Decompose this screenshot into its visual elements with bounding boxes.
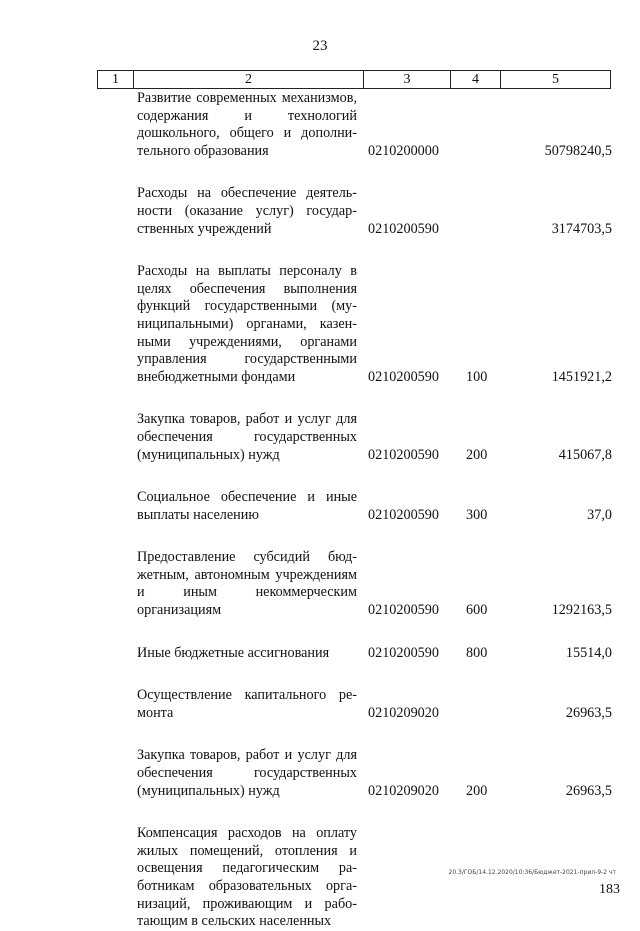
- row-code: 0210209020: [368, 782, 439, 799]
- row-amount: 50798240,5: [544, 142, 612, 159]
- table-row: [0, 825, 640, 931]
- row-code: 0210200000: [368, 142, 439, 159]
- row-name: Развитие современных механизмов, содержания и технологий дошкольного, общего и дополнительного образования: [137, 90, 357, 159]
- table-row: [0, 645, 640, 663]
- row-code: 0210200590: [368, 446, 439, 463]
- row-name: Осуществление капитального ремонта: [137, 687, 357, 721]
- row-amount: 1292163,5: [551, 602, 612, 619]
- table-row: [0, 185, 640, 238]
- row-code: 0210200590: [368, 368, 439, 385]
- row-code: 0210209020: [368, 704, 439, 721]
- page-number-top: 23: [312, 38, 328, 54]
- row-code: 0210200590: [368, 506, 439, 523]
- page-number-bottom: 183: [599, 882, 620, 897]
- column-header-3: 3: [364, 71, 451, 88]
- row-name: Закупка товаров, работ и услуг для обеспечения государственных (муниципальных) нужд: [137, 747, 357, 799]
- column-header-1: 1: [98, 71, 134, 88]
- row-code: 0210200590: [368, 602, 439, 619]
- row-amount: 26963,5: [565, 782, 612, 799]
- row-amount: 415067,8: [558, 446, 612, 463]
- column-header-row: [97, 70, 611, 89]
- row-amount: 37,0: [587, 506, 612, 523]
- table-row: [0, 263, 640, 386]
- row-type: 200: [466, 782, 488, 799]
- table-row: [0, 549, 640, 619]
- row-name: Социальное обеспечение и иные выплаты населению: [137, 489, 357, 523]
- table-row: [0, 747, 640, 800]
- table-row: [0, 90, 640, 160]
- row-code: 0210200590: [368, 644, 439, 661]
- row-amount: 1451921,2: [551, 368, 612, 385]
- row-amount: 3174703,5: [551, 220, 612, 237]
- row-type: 800: [466, 644, 488, 661]
- row-code: 0210200590: [368, 220, 439, 237]
- row-name: Компенсация расходов на оплату жилых помещений, отопления и освещения педагогическим работникам образовательных организаций, проживающим и работающим в сельских населенных: [137, 825, 357, 930]
- row-type: 300: [466, 506, 488, 523]
- table-row: [0, 687, 640, 722]
- column-header-4: 4: [451, 71, 501, 88]
- row-name: Иные бюджетные ассигнования: [137, 644, 330, 661]
- row-type: 200: [466, 446, 488, 463]
- row-type: 100: [466, 368, 488, 385]
- budget-table-body: [0, 90, 640, 931]
- table-row: [0, 411, 640, 464]
- row-name: Расходы на обеспечение деятельности (оказание услуг) государственных учреждений: [137, 185, 357, 237]
- row-amount: 15514,0: [565, 644, 612, 661]
- row-type: 600: [466, 602, 488, 619]
- column-header-5: 5: [552, 71, 559, 87]
- row-amount: 26963,5: [565, 704, 612, 721]
- row-name: Расходы на выплаты персоналу в целях обеспечения выполнения функций государственными (муниципальными) органами, казенными учреждениями, органами управления государственными внебюджетными фондами: [137, 263, 357, 385]
- row-name: Закупка товаров, работ и услуг для обеспечения государственных (муниципальных) нужд: [137, 411, 357, 463]
- table-row: [0, 489, 640, 524]
- footer-stamp: 20.3/ГОБ/14.12.2020/10:36/Бюджет-2021-прил-9-2 чт: [448, 869, 616, 876]
- column-header-2: 2: [134, 71, 364, 88]
- row-name: Предоставление субсидий бюджетным, автономным учреждениям и иным некоммерческим организациям: [137, 549, 357, 619]
